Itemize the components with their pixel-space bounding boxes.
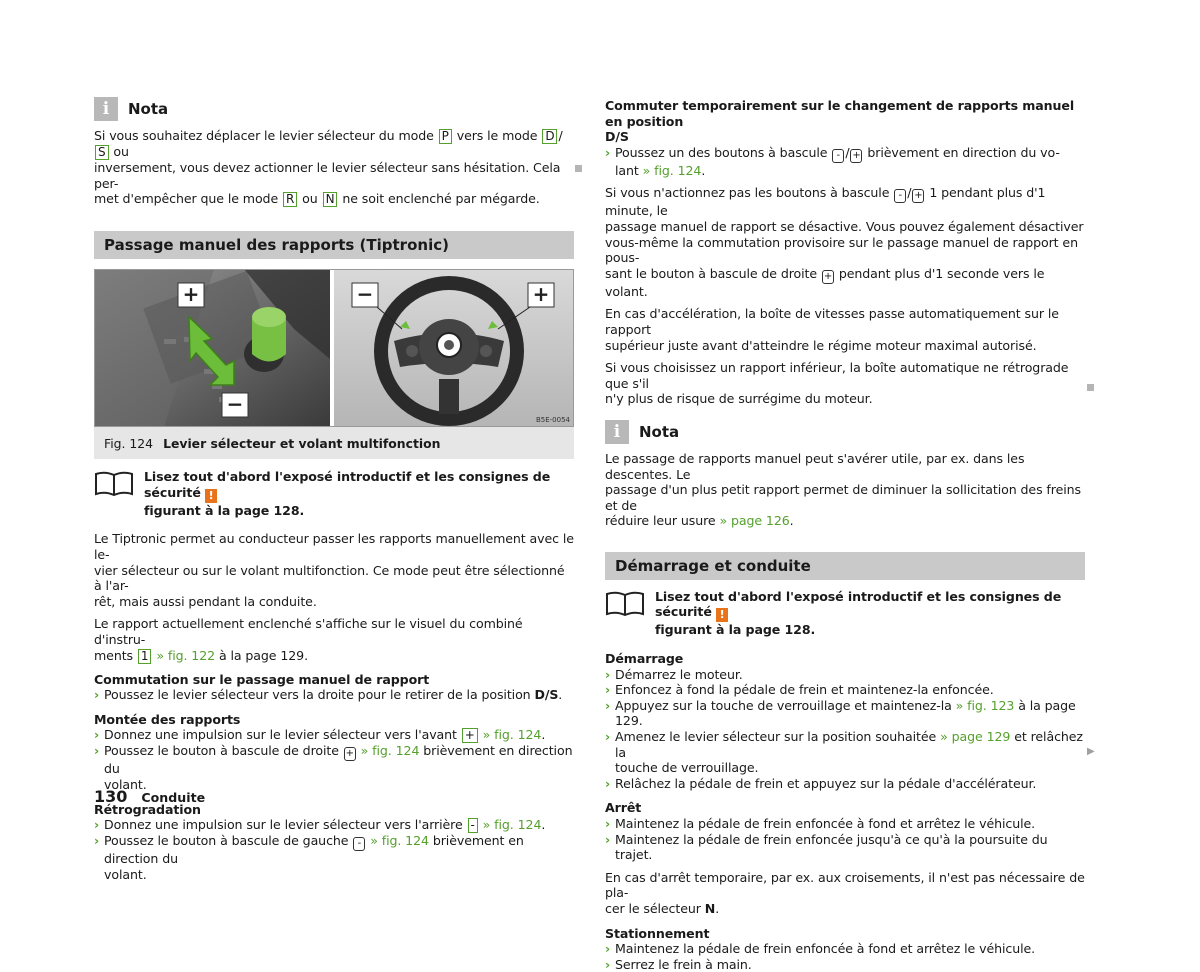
minus-label: −: [356, 282, 374, 307]
safety-text: [144, 469, 574, 518]
display-key: 1: [138, 649, 152, 664]
section-title: Passage manuel des rapports (Tiptronic): [94, 231, 574, 259]
text: .: [541, 817, 546, 833]
retro-heading: Rétrogradation: [94, 801, 201, 817]
text: Si vous choisissez un rapport inférieur, la boîte automatique ne rétrograde que s'il: [605, 360, 1069, 391]
text: rêt, mais aussi pendant la conduite.: [94, 593, 317, 609]
text: volant.: [104, 776, 147, 792]
list-item: [605, 941, 1085, 957]
bullet-icon: ›: [605, 775, 611, 791]
section-title: Démarrage et conduite: [605, 552, 1085, 580]
text: inversement, vous devez actionner le levier sélecteur sans hésitation. Cela per-: [94, 160, 561, 191]
stationnement-heading: Stationnement: [605, 925, 710, 941]
paragraph: [605, 870, 1085, 917]
text: Lisez tout d'abord l'exposé introductif et les consignes de sécurité: [144, 469, 551, 500]
text: En cas d'accélération, la boîte de vitesses passe automatiquement sur le rapport: [605, 306, 1059, 337]
list-item: [605, 832, 1085, 863]
text: /: [907, 185, 912, 201]
text: Serrez le frein à main.: [615, 956, 752, 972]
info-icon: i: [94, 97, 118, 121]
text: Donnez une impulsion sur le levier sélecteur vers l'arrière: [104, 817, 467, 833]
text: /: [558, 128, 563, 143]
safety-text: [655, 589, 1085, 638]
bullet-icon: ›: [94, 727, 100, 743]
safety-note: [605, 589, 1085, 638]
text: réduire leur usure: [605, 513, 720, 529]
plus-label: +: [532, 282, 550, 307]
bullet-icon: ›: [94, 833, 100, 849]
nota-heading: [94, 96, 574, 122]
text: figurant à la page 128.: [655, 622, 816, 638]
text: D/S: [605, 129, 629, 145]
plus-button-key: +: [823, 270, 833, 282]
figure-caption: [94, 427, 574, 459]
plus-button-key: +: [345, 748, 354, 760]
page-number: 130: [94, 787, 128, 806]
paragraph: [605, 306, 1085, 353]
list-item: [605, 729, 1085, 776]
list-item: [605, 957, 1085, 972]
bullet-icon: ›: [605, 831, 611, 847]
text: .: [541, 727, 546, 743]
text: n'y plus de risque de surrégime du moteur.: [605, 391, 873, 407]
text: .: [701, 162, 706, 178]
mode-key: S: [95, 145, 109, 160]
minus-label: −: [226, 392, 244, 417]
bullet-icon: ›: [605, 956, 611, 972]
text: volant.: [104, 866, 147, 882]
text: 1 pendant plus d'1 minute, le: [605, 185, 1046, 219]
list-item: [94, 817, 574, 833]
plus-button-key: +: [914, 190, 923, 202]
paragraph: [605, 360, 1085, 407]
warning-icon: !: [716, 608, 728, 622]
text: sant le bouton à bascule de droite: [605, 265, 821, 281]
list-item: [605, 698, 1085, 729]
text: Poussez le levier sélecteur vers la droite pour le retirer de la position: [104, 687, 535, 703]
demarrage-heading: Démarrage: [605, 651, 684, 667]
safety-note: [94, 469, 574, 518]
text: Démarrez le moteur.: [615, 666, 743, 682]
list-item: [605, 816, 1085, 832]
text: Maintenez la pédale de frein enfoncée jusqu'à ce qu'à la poursuite du trajet.: [615, 831, 1048, 863]
text: pendant plus d'1 seconde vers le volant.: [605, 265, 1045, 299]
minus-button-key: -: [894, 189, 906, 203]
fig-link[interactable]: » fig. 124: [482, 817, 542, 833]
fig-link[interactable]: » fig. 122: [156, 647, 216, 663]
text: à la page 129.: [215, 647, 308, 663]
section-end-marker: [1087, 384, 1094, 391]
arret-heading: Arrêt: [605, 800, 642, 816]
text: Le Tiptronic permet au conducteur passer les rapports manuellement avec le le-: [94, 531, 574, 562]
text: .: [558, 687, 563, 703]
text: Maintenez la pédale de frein enfoncée à fond et arrêtez le véhicule.: [615, 941, 1036, 957]
montee-heading: Montée des rapports: [94, 711, 241, 727]
text: vers le mode: [452, 128, 542, 143]
text: brièvement en direction du: [104, 833, 524, 867]
text: Relâchez la pédale de frein et appuyez sur la pédale d'accélérateur.: [615, 775, 1037, 791]
page-link[interactable]: » page 126: [719, 513, 790, 529]
text: Si vous souhaitez déplacer le levier sélecteur du mode: [94, 128, 438, 143]
bullet-icon: ›: [94, 817, 100, 833]
warning-icon: !: [205, 489, 217, 503]
text: Maintenez la pédale de frein enfoncée à fond et arrêtez le véhicule.: [615, 816, 1036, 831]
bullet-icon: ›: [605, 697, 611, 713]
figure-124: [94, 269, 574, 427]
text: Appuyez sur la touche de verrouillage et maintenez-la: [615, 697, 956, 713]
nota-heading: [605, 419, 1085, 445]
mode-key: N: [323, 192, 338, 207]
nota-title: Nota: [639, 422, 680, 441]
bullet-icon: ›: [605, 682, 611, 698]
next-page-arrow-icon: ▶: [1087, 746, 1095, 757]
text: N: [704, 900, 716, 916]
page-link[interactable]: » page 129: [940, 729, 1011, 745]
text: Le passage de rapports manuel peut s'avérer utile, par ex. dans les descentes. Le: [605, 450, 1025, 482]
text: Si vous n'actionnez pas les boutons à bascule: [605, 185, 894, 201]
text: Lisez tout d'abord l'exposé introductif et les consignes de sécurité: [655, 588, 1062, 620]
text: brièvement en direction du: [104, 743, 573, 777]
minus-button-key: -: [832, 149, 844, 163]
minus-button-key: -: [353, 837, 365, 851]
list-item: [605, 682, 1085, 698]
book-icon: [605, 591, 645, 617]
nota-text: [94, 128, 574, 207]
text: met d'empêcher que le mode: [94, 191, 283, 207]
plus-key: +: [462, 728, 478, 743]
text: Commuter temporairement sur le changement de rapports manuel en position: [605, 98, 1075, 129]
list-item: [605, 776, 1085, 792]
text: Poussez le bouton à bascule de droite: [104, 743, 343, 759]
fig-link[interactable]: » fig. 124: [482, 727, 542, 743]
plus-label: +: [182, 282, 200, 307]
mode-key: D: [542, 129, 557, 144]
text: Poussez un des boutons à bascule: [615, 144, 832, 160]
bullet-icon: ›: [605, 729, 611, 745]
list-item: [605, 145, 1085, 179]
text: brièvement en direction du vo-: [863, 144, 1060, 160]
text: Enfoncez à fond la pédale de frein et maintenez-la enfoncée.: [615, 682, 994, 698]
text: Le rapport actuellement enclenché s'affiche sur le visuel du combiné d'instru-: [94, 616, 523, 647]
bullet-icon: ›: [605, 816, 611, 831]
bullet-icon: ›: [605, 144, 611, 160]
text: .: [789, 513, 794, 529]
text: Amenez le levier sélecteur sur la position souhaitée: [615, 729, 941, 745]
fig-link[interactable]: » fig. 123: [955, 697, 1015, 713]
page-footer: [94, 787, 205, 806]
list-item: [94, 687, 574, 703]
text: ou: [109, 144, 129, 159]
list-item: [94, 743, 574, 792]
list-item: [94, 727, 574, 743]
text: ments: [94, 647, 137, 663]
text: et relâchez la: [615, 729, 1083, 760]
intro-paragraph-2: [94, 616, 574, 663]
list-item: [94, 833, 574, 882]
nota-text: [605, 451, 1085, 529]
text: supérieur juste avant d'atteindre le régime moteur maximal autorisé.: [605, 337, 1037, 353]
section-end-marker: [575, 165, 582, 172]
text: Poussez le bouton à bascule de gauche: [104, 833, 353, 849]
fig-link[interactable]: » fig. 124: [370, 833, 429, 849]
text: vier sélecteur ou sur le volant multifonction. Ce mode peut être sélectionné à l'ar-: [94, 562, 565, 594]
text: lant: [615, 162, 643, 178]
text: /: [845, 144, 850, 160]
text: figurant à la page 128.: [144, 502, 305, 518]
bullet-icon: ›: [94, 743, 100, 759]
figure-code: B5E-0054: [535, 416, 570, 425]
info-icon: i: [605, 420, 629, 444]
right-column: [605, 98, 1085, 972]
bullet-icon: ›: [605, 666, 611, 682]
text: touche de verrouillage.: [615, 760, 759, 776]
figure-illustration: [94, 269, 574, 427]
text: .: [715, 900, 720, 916]
text: ne soit enclenché par mégarde.: [338, 191, 540, 207]
intro-paragraph: [94, 531, 574, 609]
figure-title: Levier sélecteur et volant multifonction: [163, 435, 441, 451]
fig-link[interactable]: » fig. 124: [360, 743, 420, 759]
text: passage d'un plus petit rapport permet de diminuer la sollicitation des freins et de: [605, 482, 1081, 513]
text: D/S: [534, 687, 559, 703]
list-item: [605, 667, 1085, 683]
text: à la page 129.: [615, 697, 1076, 729]
chapter-name: Conduite: [141, 790, 206, 805]
text: cer le sélecteur: [605, 900, 705, 916]
book-icon: [94, 471, 134, 497]
bullet-icon: ›: [94, 687, 100, 703]
text: En cas d'arrêt temporaire, par ex. aux croisements, il n'est pas nécessaire de pla-: [605, 869, 1085, 901]
text: ou: [298, 191, 322, 207]
mode-key: R: [283, 192, 297, 207]
text: passage manuel de rapport se désactive. Vous pouvez également désactiver: [605, 218, 1084, 234]
minus-key: -: [468, 818, 478, 833]
commutation-heading: Commutation sur le passage manuel de rapport: [94, 671, 430, 687]
commuter-heading: [605, 98, 1085, 145]
text: Donnez une impulsion sur le levier sélecteur vers l'avant: [104, 727, 461, 743]
left-column: [94, 96, 574, 882]
mode-key: P: [439, 129, 452, 144]
figure-number: Fig. 124: [104, 435, 154, 451]
bullet-icon: ›: [605, 941, 611, 957]
plus-button-key: +: [852, 149, 861, 161]
text: vous-même la commutation provisoire sur le passage manuel de rapport en pous-: [605, 234, 1078, 266]
fig-link[interactable]: » fig. 124: [642, 162, 702, 178]
nota-title: Nota: [128, 100, 169, 118]
paragraph: [605, 185, 1085, 299]
